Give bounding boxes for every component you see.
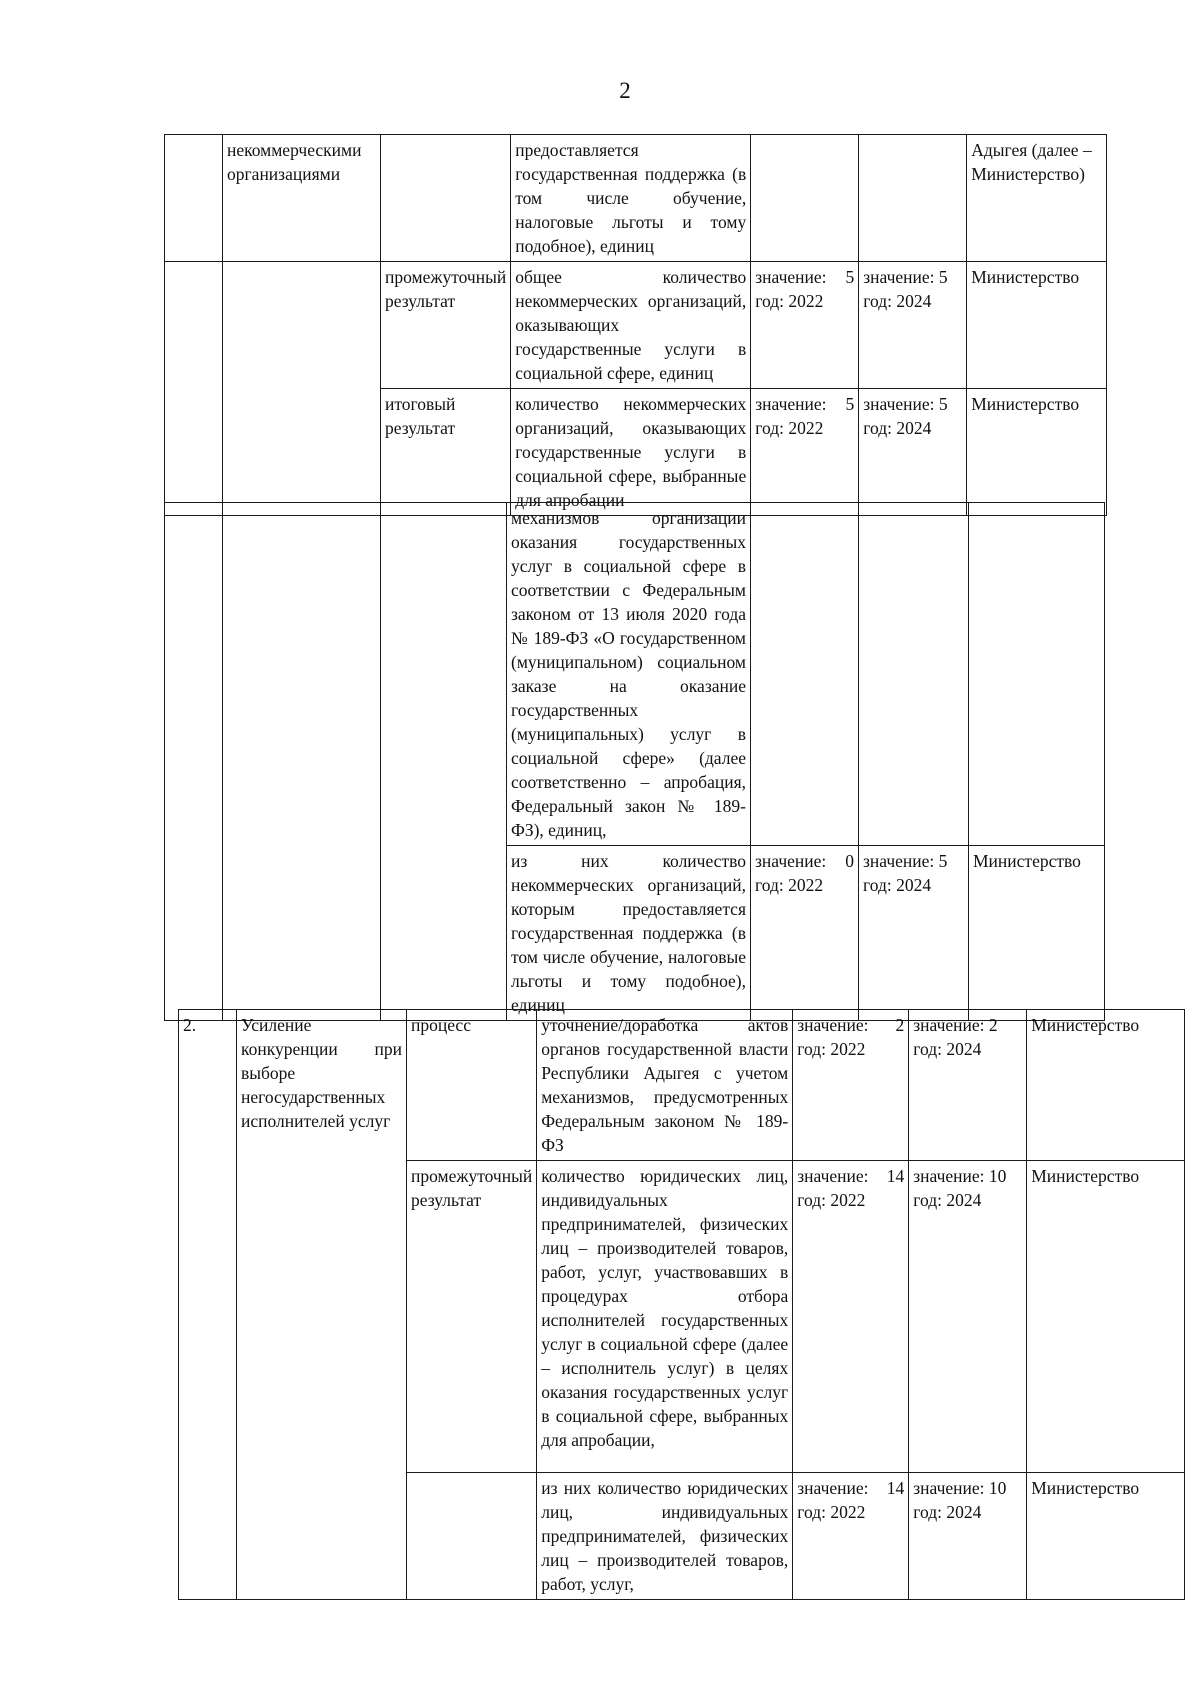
responsible-cell: Министерство [1027,1473,1185,1600]
base-value-cell [793,1010,909,1161]
task-cell: Усиление конкуренции при выборе негосударственных исполнителей услуг [237,1010,407,1600]
base-value-label: значение: [797,1015,869,1035]
table-row [165,135,1107,262]
base-value-cell [793,1473,909,1600]
base-year: год: 2022 [797,1190,866,1210]
base-value-cell [751,262,859,389]
base-value: 14 [886,1478,905,1498]
target-year: год: 2024 [913,1039,982,1059]
type-cell: итоговый результат [381,389,511,516]
target-value: значение: 5 [863,851,948,871]
target-year: год: 2024 [913,1190,982,1210]
base-value-cell [793,1161,909,1473]
type-cell: процесс [407,1010,537,1161]
indicator-cell: общее количество некоммерческих организаций, оказывающих государственные услуги в социальной сфере, единиц [511,262,751,389]
target-value: значение: 10 [913,1166,1007,1186]
base-year: год: 2022 [797,1502,866,1522]
indicator-cell: уточнение/доработка актов органов государственной власти Республики Адыгея с учетом механизмов, предусмотренных Федеральным законом № 189-ФЗ [537,1010,793,1161]
responsible-cell [969,503,1105,846]
table-row [165,262,1107,389]
base-value-label: значение: [755,267,827,287]
indicator-cell: предоставляется государственная поддержка (в том числе обучение, налоговые льготы и тому подобное), единиц [511,135,751,262]
indicators-table-part-2 [164,502,1105,1021]
target-value: значение: 2 [913,1015,998,1035]
target-value: значение: 5 [863,394,948,414]
number-cell [165,503,223,1021]
target-value-cell [909,1161,1027,1473]
task-cell [223,503,381,1021]
indicators-table-part-3 [178,1009,1185,1600]
target-value-cell [859,389,967,516]
target-value-cell [859,262,967,389]
target-year: год: 2024 [863,291,932,311]
task-cell: некоммерческими организациями [223,135,381,262]
target-value-cell [909,1010,1027,1161]
target-value-cell [909,1473,1027,1600]
number-cell [165,262,223,516]
base-value: 14 [886,1166,905,1186]
target-value-cell [859,503,969,846]
indicator-cell: количество юридических лиц, индивидуальных предпринимателей, физических лиц – производителей товаров, работ, услуг, участвовавших в процедурах отбора исполнителей государственных услуг в социальной сфере (далее – исполнитель услуг) в целях оказания государственных услуг в социальной сфере, выбранных для апробации, [537,1161,793,1473]
responsible-cell: Министерство [969,846,1105,1021]
indicator-cell: из них количество юридических лиц, индивидуальных предпринимателей, физических лиц – производителей товаров, работ, услуг, [537,1473,793,1600]
responsible-cell: Адыгея (далее – Министерство) [967,135,1107,262]
indicator-cell: механизмов организации оказания государственных услуг в социальной сфере в соответствии с Федеральным законом от 13 июля 2020 года № 189-ФЗ «О государственном (муниципальном) социальном заказе на оказание государственных (муниципальных) услуг в социальной сфере» (далее соответственно – апробация, Федеральный закон № 189-ФЗ), единиц, [507,503,751,846]
base-year: год: 2022 [797,1039,866,1059]
task-cell [223,262,381,516]
base-value: 5 [845,267,855,287]
indicator-cell: из них количество некоммерческих организаций, которым предоставляется государственная поддержка (в том числе обучение, налоговые льготы и тому подобное), единиц [507,846,751,1021]
base-value-cell [751,846,859,1021]
base-value-cell [751,389,859,516]
base-value: 0 [845,851,854,871]
target-value: значение: 5 [863,267,948,287]
base-value-cell [751,503,859,846]
number-cell: 2. [179,1010,237,1600]
responsible-cell: Министерство [967,262,1107,389]
responsible-cell: Министерство [967,389,1107,516]
base-value-label: значение: [797,1166,869,1186]
target-value-cell [859,846,969,1021]
base-value-label: значение: [755,394,827,414]
type-cell: промежуточный результат [381,262,511,389]
table-row [165,503,1105,846]
table-row [179,1010,1185,1161]
base-year: год: 2022 [755,291,824,311]
target-value-cell [859,135,967,262]
base-year: год: 2022 [755,418,824,438]
target-value: значение: 10 [913,1478,1007,1498]
type-cell [381,135,511,262]
base-year: год: 2022 [755,875,824,895]
type-cell [381,503,507,1021]
type-cell [407,1473,537,1600]
base-value: 2 [895,1015,905,1035]
target-year: год: 2024 [863,875,932,895]
number-cell [165,135,223,262]
base-value-label: значение: [797,1478,869,1498]
type-cell: промежуточный результат [407,1161,537,1473]
target-year: год: 2024 [863,418,932,438]
page-number: 2 [619,78,631,103]
responsible-cell: Министерство [1027,1010,1185,1161]
responsible-cell: Министерство [1027,1161,1185,1473]
indicator-cell: количество некоммерческих организаций, оказывающих государственные услуги в социальной сфере, выбранные для апробации [511,389,751,516]
base-value-label: значение: [755,851,827,871]
base-value-cell [751,135,859,262]
base-value: 5 [845,394,855,414]
target-year: год: 2024 [913,1502,982,1522]
indicators-table-part-1 [164,134,1107,516]
